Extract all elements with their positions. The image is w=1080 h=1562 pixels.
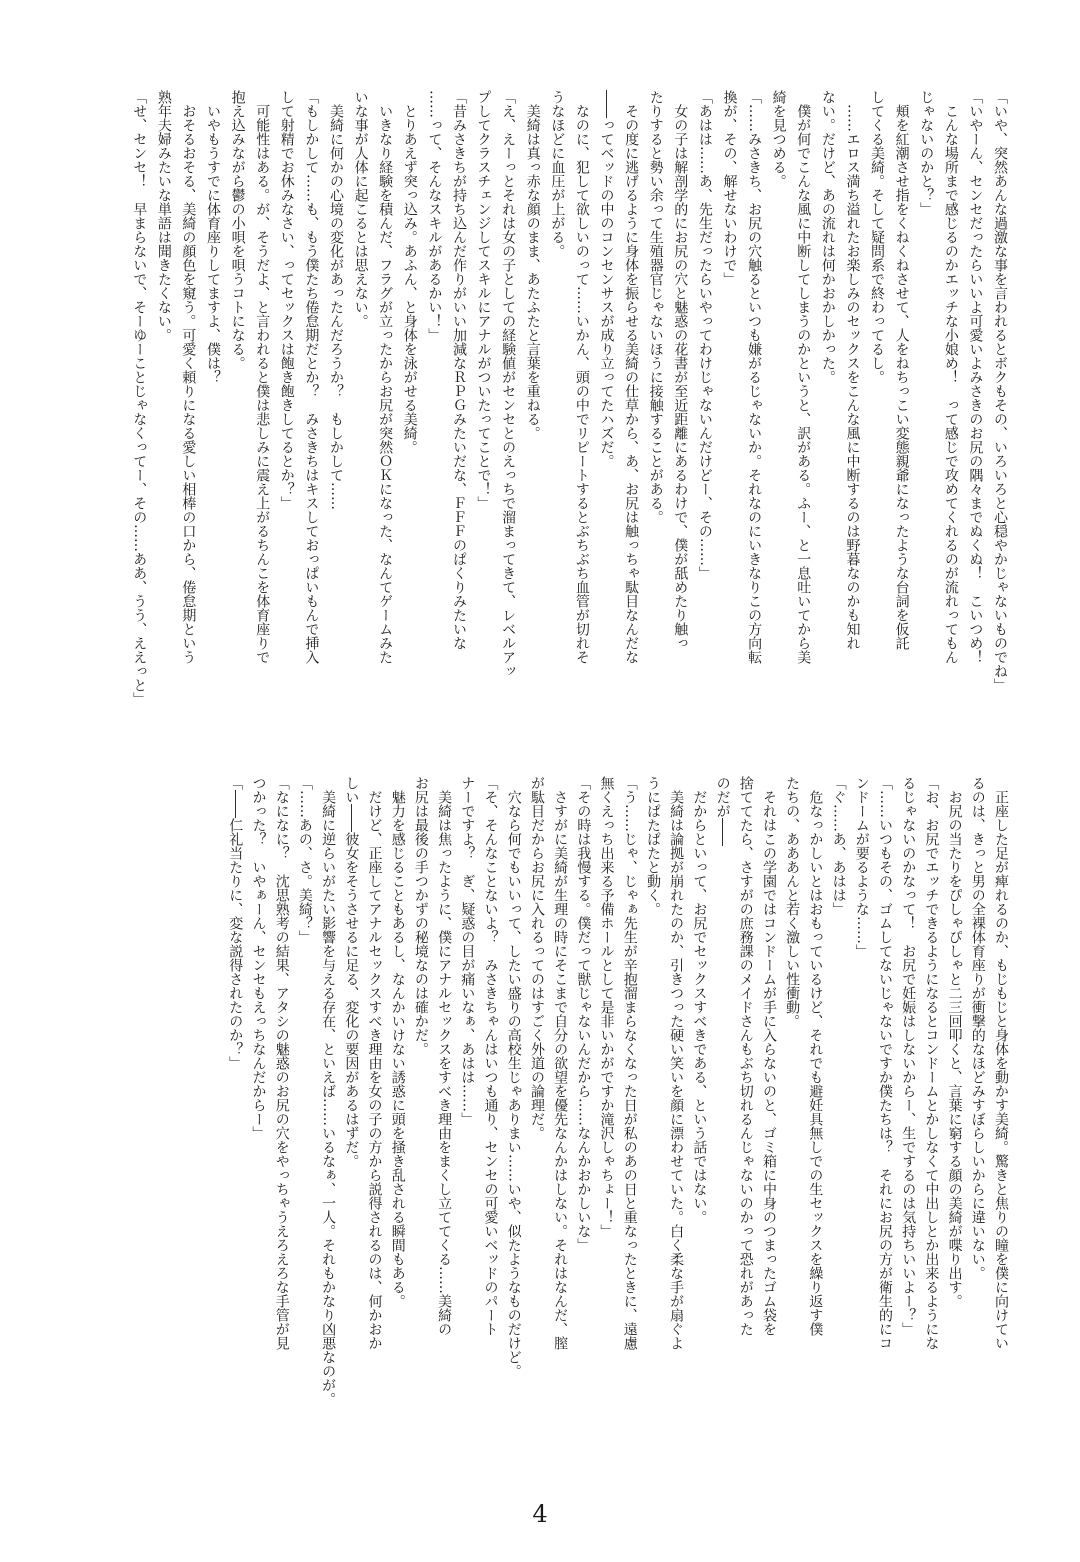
text-column: その度に逃げるように身体を振らせる美綺の仕草から、あ、お尻は触っちゃ駄目なんだな: [623, 90, 640, 664]
text-column: 美綺に逆らいがたい影響を与える存在、といえば……いるなぁ、一人。それもかなり凶悪なのが。: [320, 776, 337, 1406]
text-column: 美綺は論拠が崩れたのか、引きつった硬い笑いを顔に漂わせていた。白く柔な手が扇ぐよ: [668, 776, 685, 1350]
text-column: さすがに美綺が生理の時にそこまで自分の欲望を優先なんかはしない。それはなんだ、膣: [552, 776, 569, 1350]
text-column: うにぱたぱたと動く。: [644, 776, 661, 916]
text-column: 美綺は焦ったように、僕にアナルセックスをすべき理由をまくし立ててくる……美綺の: [436, 776, 453, 1336]
text-column: 「昔みさきちが持ち込んだ作りがいい加減なＲＰＧみたいだな、ＦＦＦのぱくりみたいな: [450, 90, 467, 650]
text-column: お尻は最後の手つかずの秘境なのは確かだ。: [412, 776, 429, 1056]
page-number: 4: [532, 1500, 548, 1528]
text-column: 危なっかしいとはおもっているけど、それでも避妊具無しでの生セックスを繰り返す僕: [807, 776, 824, 1336]
text-column: 正座した足が痺れるのか、もじもじと身体を動かす美綺。驚きと焦りの瞳を僕に向けてい: [993, 776, 1009, 1350]
text-column: るじゃないのかなって！ お尻で妊娠はしないからー、生でするのは気持ちいいよー？」: [900, 776, 917, 1336]
text-column: それはこの学園ではコンドームが手に入らないのと、ゴミ箱に中身のつまったゴム袋を: [760, 776, 777, 1336]
text-column: 「お、お尻でエッチできるようになるとコンドームとかしなくて中出しとか出来るようにな: [923, 776, 940, 1350]
text-column: 僕が何でこんな風に中断してしまうのかというと、訳がある。ふー、と一息吐いてから美: [795, 90, 812, 664]
text-column: だからといって、お尻でセックスすべきである、という話ではない。: [691, 776, 708, 1224]
text-column: 無くえっち出来る予備ホールとして是非いかがですか滝沢しゃちょー！」: [598, 776, 615, 1238]
text-column: るのは、きっと男の全裸体育座りが衝撃的なほどみすぼらしいからに違いない。: [969, 776, 986, 1280]
text-column: なのに、犯して欲しいのって……いかん、頭の中でリピートするとぶちぶち血管が切れそ: [573, 90, 590, 664]
text-column: 綺を見つめる。: [770, 90, 787, 188]
text-column: たりすると勢い余って生殖器官じゃないほうに接触することがある。: [647, 90, 664, 524]
text-column: 「なになに？ 沈思熟考の結果、アタシの魅惑のお尻の穴をやっちゃうえろえろな手管が見: [273, 776, 290, 1350]
text-column: 捨ててたら、さすがの庶務課のメイドさんもぶち切れるんじゃないのかって恐れがあった: [737, 776, 754, 1336]
text-column: 「いやーん、センセだったらいいよ可愛いよみさきのお尻の隅々までぬくぬ！ こいつめ！: [967, 90, 984, 664]
text-column: 換が、その、解せないわけで」: [721, 90, 738, 286]
text-column: こんな場所まで感じるのかエッチな小娘め！ って感じで攻めてくれるのが流れってもん: [942, 90, 959, 664]
text-column: ンドームが要るような……」: [853, 776, 870, 958]
text-column: して射精でお休みなさい、ってセックスは飽き飽きしてるとか？」: [278, 90, 295, 510]
text-column: のだが――: [714, 776, 731, 846]
text-column: 女の子は解剖学的にお尻の穴と魅惑の花書が至近距離にあるわけで、僕が舐めたり触っ: [672, 90, 689, 650]
text-column: 「せ、センセ！ 早まらないで、そーゆーことじゃなくってー、その……ああ、うう、ええっと」: [131, 90, 148, 706]
text-column: 「え、えーっとそれは女の子としての経験値がセンセとのえっちで溜まってきて、レベルアッ: [500, 90, 517, 678]
text-column: いきなり経験を積んだ、フラグが立ったからお尻が突然ＯＫになった、なんてゲームみた: [377, 90, 394, 664]
text-column: だけど、正座してアナルセックスすべき理由を女の子の方から説得されるのは、何かおか: [366, 776, 383, 1350]
text-column: 「もしかして……も、もう僕たち倦怠期だとか？ みさきちはキスしておっぱいもんで挿入: [303, 90, 320, 664]
text-column: 美綺に何かの心境の変化があったんだろうか？ もしかして……: [327, 90, 344, 510]
text-column: とりあえず突っ込み。あふん、と身体を泳がせる美綺。: [401, 90, 418, 454]
text-column: いやもうすでに体育座りしてますよ、僕は？: [205, 90, 221, 384]
text-column: 魅力を感じることもあるし、なんかいけない誘惑に頭を掻き乱される瞬間もある。: [389, 776, 406, 1308]
text-column: ナーですよ？ ぎ、疑惑の目が痛いなぁ、あはは……」: [459, 776, 476, 1126]
text-column: 「いや、突然あんな過激な事を言われるとボクもその、いろいろと心穏やかじゃないものでね」: [992, 90, 1008, 692]
lower-text-block: [223, 776, 1012, 1416]
text-column: 「そ、そんなことないよ？ みさきちゃんはいつも通り、センセの可愛いベッドのパート: [482, 776, 499, 1336]
text-column: ……って、そんなスキルがあるかい！」: [426, 90, 443, 342]
text-column: 頬を紅潮させ指をくねくねさせて、人をねちっこい変態親爺になったような台詞を仮託: [893, 90, 910, 650]
text-column: うなほどに血圧が上がる。: [549, 90, 566, 258]
text-column: が駄目だからお尻に入れるってのはすごく外道の論理だ。: [528, 776, 545, 1140]
text-column: 熟年夫婦みたいな単語は聞きたくない。: [155, 90, 172, 342]
text-column: 「あはは……あ、先生だったらいやってわけじゃないんだけどー、その……」: [696, 90, 713, 580]
text-column: 可能性はある。が、そうだよ、と言われると僕は悲しみに震え上がるちんこを体育座りで: [254, 90, 271, 664]
text-column: ……エロス満ち溢れたお楽しみのセックスをこんな風に中断するのは野暮なのかも知れ: [844, 90, 861, 650]
text-column: 「その時は我慢する。僕だって獣じゃないんだから……なんかおかしいな」: [575, 776, 592, 1252]
text-column: 「ぐ……あ、あはは」: [830, 776, 847, 916]
text-column: お尻の当たりをぴしゃぴしゃと二三回叩くと、言葉に窮する顔の美綺が喋り出す。: [946, 776, 963, 1308]
text-column: 穴なら何でもいいって、したい盛りの高校生じゃありまい……いや、似たようなものだけど。: [505, 776, 522, 1378]
text-column: おそるおそる、美綺の顔色を窺う。可愛く頼りになる愛しい相棒の口から、倦怠期という: [180, 90, 197, 664]
text-column: 「……みさきち、お尻の穴触るといつも嫌がるじゃないか。それなのにいきなりこの方向転: [746, 90, 763, 664]
text-column: 抱え込みながら鬱の小唄を唄うコトになる。: [229, 90, 246, 370]
text-column: ――ってベッドの中のコンセンサスが成り立ってたハズだ。: [598, 90, 615, 468]
text-column: いな事が人体に起こるとは思えない。: [352, 90, 369, 328]
text-column: ない。だけど、あの流れは何かおかしかった。: [819, 90, 836, 384]
text-column: たちの、あああんと若く激しい性衝動。: [784, 776, 801, 1028]
text-column: してくる美綺。そして疑問系で終わってるし。: [869, 90, 886, 384]
upper-text-block: [127, 90, 1012, 730]
text-column: 「――仁礼当たりに、変な説得されたのか？」: [227, 776, 244, 1070]
text-column: 「……あの、さ。美綺？」: [296, 776, 313, 944]
text-column: しい――彼女をそうさせるに足る、変化の要因があるはずだ。: [343, 776, 360, 1168]
text-column: 「う……じゃ、じゃぁ先生が辛抱溜まらなくなった日が私のあの日と重なったときに、遠慮: [621, 776, 638, 1350]
text-column: 美綺は真っ赤な顔のまま、あたふたと言葉を重ねる。: [524, 90, 541, 440]
text-column: じゃないのかと？」: [918, 90, 935, 216]
text-column: 「……いつもその、ゴムしてないじゃないですか僕たちは？ それにお尻の方が衛生的にコ: [876, 776, 893, 1350]
text-column: プしてクラスチェンジしてスキルにアナルがついたってことで！」: [475, 90, 492, 510]
text-column: つかった？ いやぁーん、センセもえっちなんだからー」: [250, 776, 267, 1140]
